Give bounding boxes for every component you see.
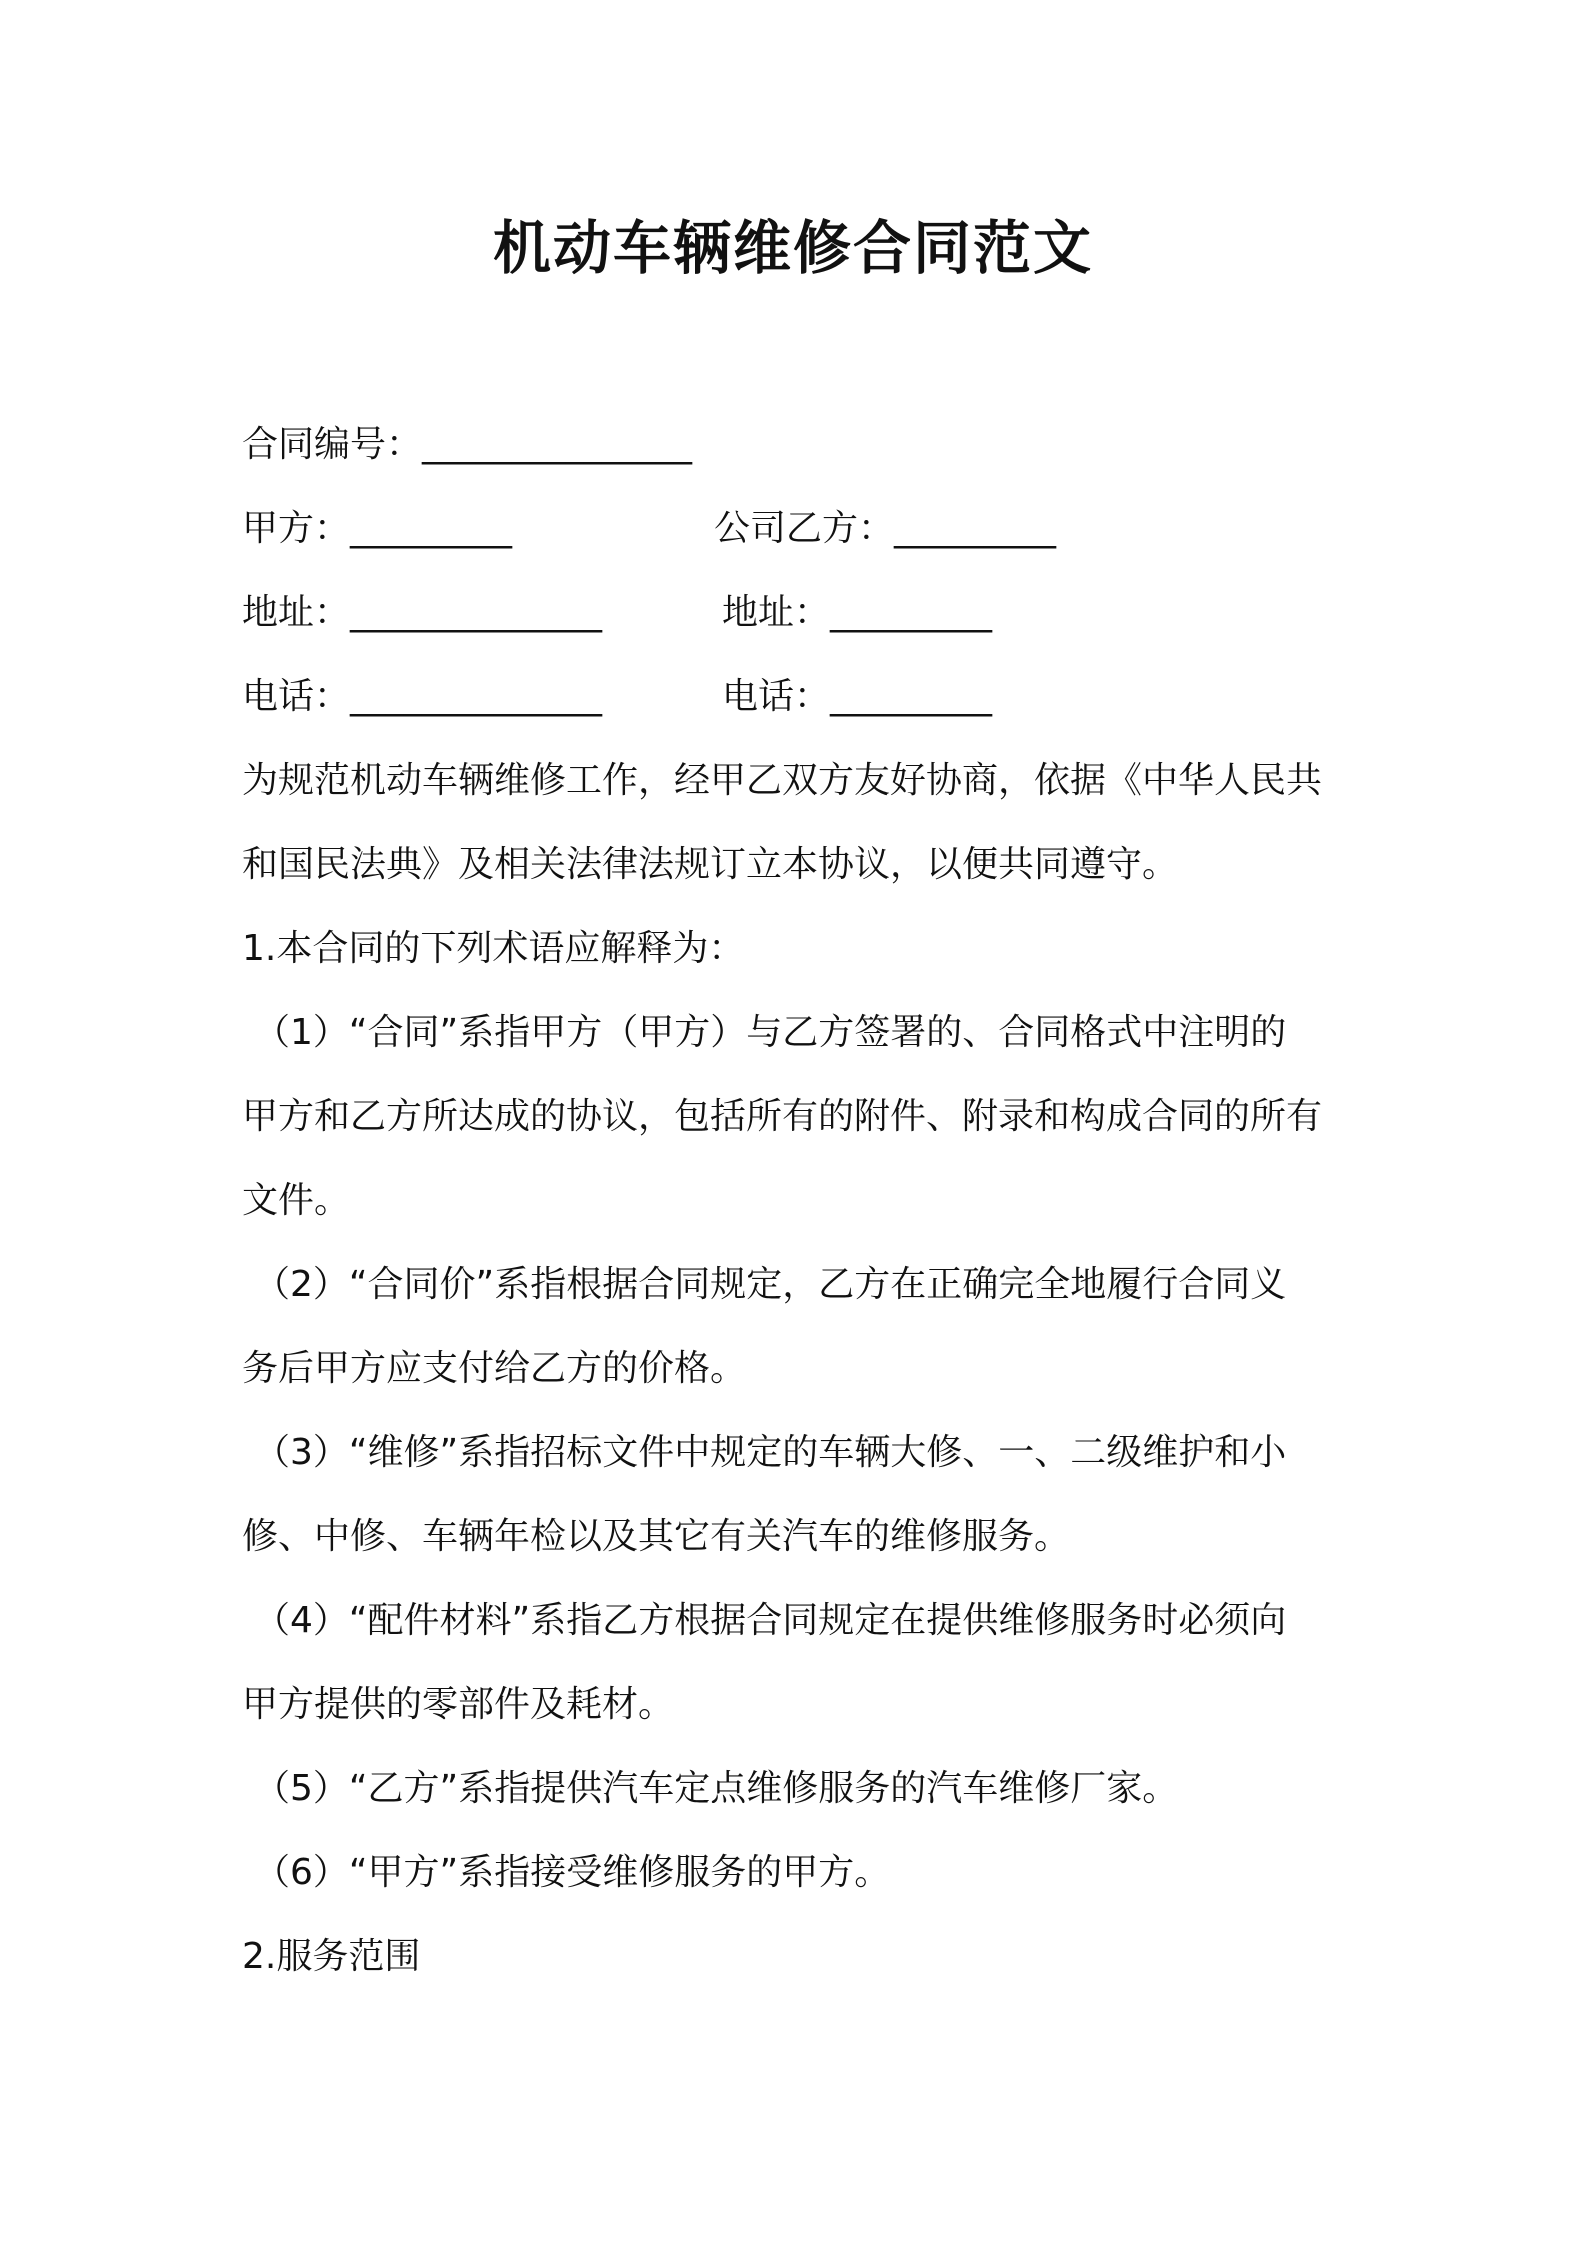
term-2-line-2: 务后甲方应支付给乙方的价格。 — [242, 1348, 747, 1389]
address-a-field: 地址：______________ — [242, 592, 603, 633]
phone-a-field: 电话：______________ — [242, 676, 603, 717]
contract-number-row — [242, 403, 1354, 487]
term-4-line-1: （4）“配件材料”系指乙方根据合同规定在提供维修服务时必须向 — [254, 1600, 1287, 1641]
term-5-line-1: （5）“乙方”系指提供汽车定点维修服务的汽车维修厂家。 — [254, 1768, 1179, 1809]
address-b-field: 地址：_________ — [722, 592, 993, 633]
phone-row — [242, 655, 1354, 739]
document-body — [242, 403, 1354, 1999]
term-3-line-2: 修、中修、车辆年检以及其它有关汽车的维修服务。 — [242, 1516, 1071, 1557]
contract-number-field: 合同编号：_______________ — [242, 424, 693, 465]
preamble-line-1: 为规范机动车辆维修工作，经甲乙双方友好协商，依据《中华人民共 — [242, 760, 1323, 801]
term-6-line-1: （6）“甲方”系指接受维修服务的甲方。 — [254, 1852, 891, 1893]
term-1-line-2: 甲方和乙方所达成的协议，包括所有的附件、附录和构成合同的所有 — [242, 1096, 1323, 1137]
term-1-line-3: 文件。 — [242, 1180, 351, 1221]
term-2-line-1: （2）“合同价”系指根据合同规定，乙方在正确完全地履行合同义 — [254, 1264, 1287, 1305]
party-row — [242, 487, 1354, 571]
term-4-line-2: 甲方提供的零部件及耗材。 — [242, 1684, 675, 1725]
term-1-line-1: （1）“合同”系指甲方（甲方）与乙方签署的、合同格式中注明的 — [254, 1012, 1287, 1053]
section-2-heading: 2.服务范围 — [242, 1936, 421, 1977]
party-b-field: 公司乙方：_________ — [714, 508, 1057, 549]
phone-b-field: 电话：_________ — [722, 676, 993, 717]
address-row — [242, 571, 1354, 655]
preamble-line-2: 和国民法典》及相关法律法规订立本协议，以便共同遵守。 — [242, 844, 1179, 885]
term-3-line-1: （3）“维修”系指招标文件中规定的车辆大修、一、二级维护和小 — [254, 1432, 1287, 1473]
document-title: 机动车辆维修合同范文 — [492, 214, 1093, 282]
section-1-heading: 1.本合同的下列术语应解释为： — [242, 928, 745, 969]
party-a-field: 甲方：_________ — [242, 508, 513, 549]
